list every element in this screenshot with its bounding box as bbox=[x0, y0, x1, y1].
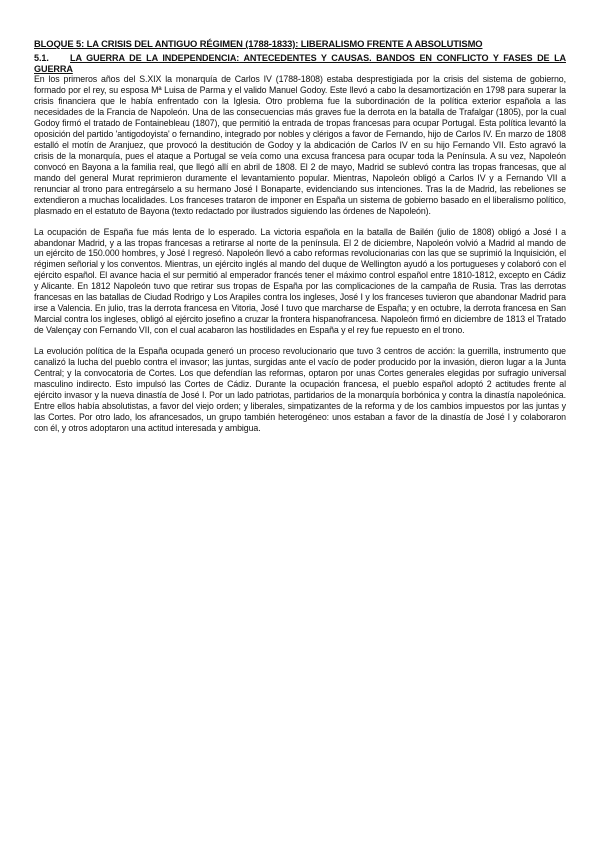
section-number: 5.1. bbox=[34, 53, 49, 63]
paragraph-antecedentes: En los primeros años del S.XIX la monarquía de Carlos IV (1788-1808) estaba desprestigiada por la crisis del sistema de gobierno, formado por el rey, su esposa Mª Luisa de Parma y el valido Manuel Godoy. Este llevó a cabo la desamortización en 1798 para superar la crisis financiera que le había enfrentado con la Iglesia. Otro problema fue la subordinación de la política exterior española a las necesidades de la Francia de Napoleón. Una de las consecuencias más graves fue la derrota en la batalla de Trafalgar (1805), por la cual Godoy firmó el tratado de Fontainebleau (1807), que permitió la entrada de tropas francesas para ocupar Portugal. Esta política levantó la oposición del partido 'antigodoyista' o fernandino, integrado por nobles y clérigos a favor de Fernando, hijo de Carlos IV. En marzo de 1808 estalló el motín de Aranjuez, que provocó la destitución de Godoy y la abdicación de Carlos IV en su hijo Fernando VII. Esto agravó la crisis de la monarquía, pues el ataque a Portugal se veía como una excusa francesa para ocupar toda la Península. A su vez, Napoleón convocó en Bayona a la familia real, que llegó allí en abril de 1808. El 2 de mayo, Madrid se sublevó contra las tropas francesas, que al mando del general Murat reprimieron duramente el levantamiento popular. Mientras, Napoleón obligó a Carlos IV y a Fernando VII a renunciar al trono para entregárselo a su hermano José I Bonaparte, evidenciando sus intenciones. Tras la de Madrid, las rebeliones se extendieron a muchas localidades. Los franceses trataron de imponer en España un sistema de gobierno basado en el liberalismo político, plasmado en el estatuto de Bayona (texto redactado por ilustrados siguiendo las órdenes de Napoleón). bbox=[34, 74, 566, 216]
section-title: LA GUERRA DE LA INDEPENDENCIA: ANTECEDENTES Y CAUSAS. BANDOS EN CONFLICTO Y FASES DE LA GUERRA bbox=[34, 53, 566, 74]
paragraph-spacer bbox=[34, 217, 566, 227]
paragraph-bandos: La evolución política de la España ocupada generó un proceso revolucionario que tuvo 3 centros de acción: la guerrilla, instrumento que canalizó la lucha del pueblo contra el invasor; las juntas, surgidas ante el vacío de poder producido por la invasión, dieron lugar a la Junta Central; y la convocatoria de Cortes. Los que defendían las reformas, optaron por unas Cortes generales elegidas por sufragio universal masculino indirecto. Esto impulsó las Cortes de Cádiz. Durante la ocupación francesa, el pueblo español adoptó 2 actitudes frente al ejército invasor y la nueva dinastía de José I. Por un lado patriotas, partidarios de la monarquía borbónica y contra la dinastía napoleónica. Entre ellos había absolutistas, a favor del viejo orden; y liberales, simpatizantes de la reforma y de los cambios impuestos por las juntas y las Cortes. Por otro lado, los afrancesados, un grupo también heterogéneo: unos estaban a favor de la dinastía de José I y colaboraron con él, y otros adoptaron una actitud interesada y ambigua. bbox=[34, 346, 566, 433]
paragraph-spacer bbox=[34, 336, 566, 346]
section-heading bbox=[34, 53, 566, 74]
document-title: BLOQUE 5: LA CRISIS DEL ANTIGUO RÉGIMEN (1788-1833): LIBERALISMO FRENTE A ABSOLUTISMO bbox=[34, 38, 483, 49]
paragraph-fases-guerra: La ocupación de España fue más lenta de lo esperado. La victoria española en la batalla de Bailén (julio de 1808) obligó a José I a abandonar Madrid, y a las tropas francesas a retirarse al norte de la península. El 2 de diciembre, Napoleón volvió a Madrid al mando de un ejército de 150.000 hombres, y José I regresó. Napoleón llevó a cabo reformas revolucionarias con las que se suprimió la Inquisición, el régimen señorial y los conventos. Mientras, un ejército inglés al mando del duque de Wellington ayudó a los portugueses y colaboró con el ejército español. El avance hacia el sur permitió al emperador francés tener el máximo control español entre 1810-1812, excepto en Cádiz y Alicante. En 1812 Napoleón tuvo que retirar sus tropas de España por las complicaciones de la campaña de Rusia. Tras las derrotas francesas en las batallas de Ciudad Rodrigo y Los Arapiles contra los ingleses, José I y los franceses tuvieron que abandonar Madrid para irse a Valencia. En julio, tras la derrota francesa en Vitoria, José I tuvo que marcharse de España; y en octubre, la derrota francesa en San Marcial contra los ingleses, obligó al ejército josefino a cruzar la frontera hispanofrancesa. Napoleón firmó en diciembre de 1813 el Tratado de Valençay con Fernando VII, con el cual acabaron las hostilidades en España y el rey fue repuesto en el trono. bbox=[34, 226, 566, 336]
